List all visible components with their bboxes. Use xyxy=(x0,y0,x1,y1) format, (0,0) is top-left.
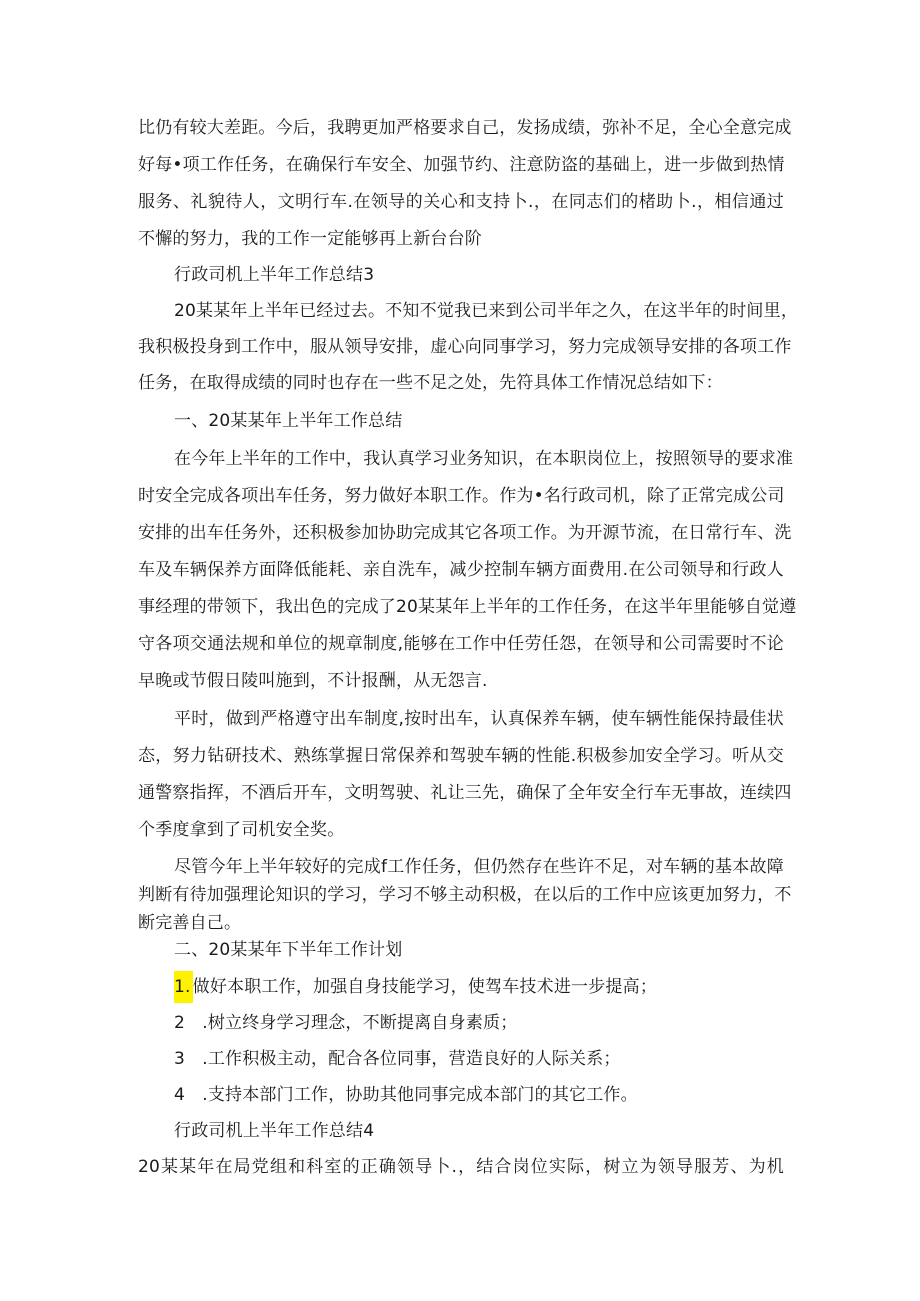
paragraph-line: 车及车辆保养方面降低能耗、亲自洗车，减少控制车辆方面费用.在公司领导和行政人 xyxy=(138,560,784,580)
paragraph-line: 好每•项工作任务，在确保行车安全、加强节约、注意防盗的基础上，进一步做到热情 xyxy=(138,155,785,175)
paragraph-line: 个季度拿到了司机安全奖。 xyxy=(138,820,345,840)
section-heading: 一、20某某年上半年工作总结 xyxy=(174,411,403,431)
paragraph-line: 在今年上半年的工作中，我认真学习业务知识，在本职岗位上，按照领导的要求准 xyxy=(174,449,794,469)
paragraph-line: 尽管今年上半年较好的完成f工作任务，但仍然存在些许不足，对车辆的基本故障 xyxy=(174,857,784,877)
section-heading: 行政司机上半年工作总结4 xyxy=(174,1121,375,1141)
paragraph-line: 守各项交通法规和单位的规章制度,能够在工作中任劳任怨，在领导和公司需要时不论 xyxy=(138,634,784,654)
paragraph-line: 不懈的努力，我的工作一定能够再上新台台阶 xyxy=(138,229,482,249)
paragraph-line: 早晚或节假日陵叫施到，不计报酬，从无怨言. xyxy=(138,671,488,691)
list-item-text: 做好本职工作，加强自身技能学习，使驾车技术进一步提高； xyxy=(192,977,658,997)
paragraph-line: 态，努力钻研技术、熟练掌握日常保养和驾驶车辆的性能.积极参加安全学习。听从交 xyxy=(138,746,784,766)
highlight-marker: 1. xyxy=(174,971,193,1003)
paragraph-line: 我积极投身到工作中，服从领导安排，虚心向同事学习，努力完成领导安排的各项工作 xyxy=(138,337,792,357)
list-item xyxy=(174,971,657,1003)
paragraph-line: 平时，做到严格遵守出车制度,按时出车，认真保养车辆，使车辆性能保持最佳状 xyxy=(174,709,784,729)
list-item: 3 .工作积极主动，配合各位同事，营造良好的人际关系； xyxy=(174,1049,621,1069)
paragraph-line: 断完善自己。 xyxy=(138,913,242,933)
paragraph-line: 安排的出车任务外，还积极参加协助完成其它各项工作。为开源节流，在日常行车、洗 xyxy=(138,523,792,543)
paragraph-line: 时安全完成各项出车任务，努力做好本职工作。作为•名行政司机，除了正常完成公司 xyxy=(138,486,785,506)
paragraph-line: 任务，在取得成绩的同时也存在一些不足之处，先符具体工作情况总结如下： xyxy=(138,373,723,393)
paragraph-line: 判断有待加强理论知识的学习，学习不够主动积极，在以后的工作中应该更加努力，不 xyxy=(138,885,792,905)
paragraph-line: 通警察指挥，不酒后开车，文明驾驶、礼让三先，确保了全年安全行车无事故，连续四 xyxy=(138,783,792,803)
paragraph-line: 服务、礼貌待人，文明行车.在领导的关心和支持卜.，在同志们的楮助卜.，相信通过 xyxy=(138,192,784,212)
list-item: 4 .支持本部门工作，协助其他同事完成本部门的其它工作。 xyxy=(174,1085,638,1105)
paragraph-line: 20某某年上半年已经过去。不知不觉我已来到公司半年之久，在这半年的时间里， xyxy=(174,301,799,321)
section-heading: 行政司机上半年工作总结3 xyxy=(174,265,375,285)
paragraph-line: 20某某年在局党组和科室的正确领导卜.，结合岗位实际，树立为领导服芳、为机 xyxy=(138,1157,784,1177)
paragraph-line: 比仍有较大差距。今后，我聘更加严格要求自己，发扬成绩，弥补不足，全心全意完成 xyxy=(138,118,792,138)
list-item: 2 .树立终身学习理念，不断提离自身素质； xyxy=(174,1013,518,1033)
section-heading: 二、20某某年下半年工作计划 xyxy=(174,940,403,960)
paragraph-line: 事经理的带领下，我出色的完成了20某某年上半年的工作任务，在这半年里能够自觉遵 xyxy=(138,597,797,617)
